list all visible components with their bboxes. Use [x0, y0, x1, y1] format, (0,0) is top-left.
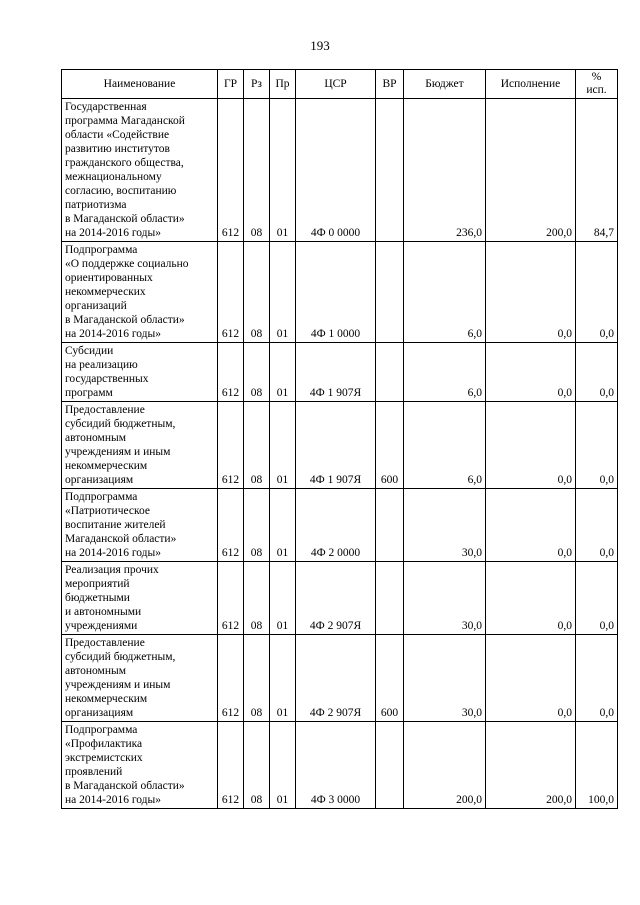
- cell-rz: 08: [244, 722, 270, 809]
- cell-budget: 236,0: [404, 99, 486, 242]
- table-row: [62, 635, 618, 722]
- header-pr: Пр: [270, 70, 296, 99]
- cell-percent: 0,0: [576, 343, 618, 402]
- header-execution: Исполнение: [486, 70, 576, 99]
- cell-percent: 100,0: [576, 722, 618, 809]
- cell-percent: 0,0: [576, 562, 618, 635]
- cell-name: Государственная программа Магаданской области «Содействие развитию институтов гражданского общества, межнациональному согласию, воспитанию патриотизма в Магаданской области» на 2014-2016 годы»: [62, 99, 218, 242]
- cell-budget: 30,0: [404, 562, 486, 635]
- cell-vr: [376, 489, 404, 562]
- cell-execution: 0,0: [486, 402, 576, 489]
- cell-execution: 0,0: [486, 343, 576, 402]
- page-number: 193: [310, 38, 330, 53]
- header-gr: ГР: [218, 70, 244, 99]
- cell-budget: 6,0: [404, 402, 486, 489]
- cell-pr: 01: [270, 722, 296, 809]
- cell-csr: 4Ф 2 907Я: [296, 635, 376, 722]
- cell-vr: 600: [376, 635, 404, 722]
- cell-execution: 0,0: [486, 489, 576, 562]
- cell-vr: [376, 242, 404, 343]
- table-body: [62, 99, 618, 809]
- table-header-row: [62, 70, 618, 99]
- cell-vr: [376, 722, 404, 809]
- cell-gr: 612: [218, 99, 244, 242]
- header-vr: ВР: [376, 70, 404, 99]
- cell-percent: 0,0: [576, 489, 618, 562]
- cell-csr: 4Ф 1 907Я: [296, 402, 376, 489]
- header-rz: Рз: [244, 70, 270, 99]
- header-csr: ЦСР: [296, 70, 376, 99]
- cell-pr: 01: [270, 635, 296, 722]
- cell-budget: 6,0: [404, 242, 486, 343]
- cell-rz: 08: [244, 99, 270, 242]
- cell-pr: 01: [270, 402, 296, 489]
- cell-pr: 01: [270, 343, 296, 402]
- cell-name: Предоставление субсидий бюджетным, автономным учреждениям и иным некоммерческим организациям: [62, 402, 218, 489]
- cell-gr: 612: [218, 343, 244, 402]
- cell-gr: 612: [218, 635, 244, 722]
- cell-budget: 200,0: [404, 722, 486, 809]
- cell-vr: [376, 343, 404, 402]
- cell-execution: 0,0: [486, 635, 576, 722]
- cell-name: Субсидии на реализацию государственных программ: [62, 343, 218, 402]
- cell-gr: 612: [218, 402, 244, 489]
- cell-pr: 01: [270, 99, 296, 242]
- table-row: [62, 489, 618, 562]
- cell-rz: 08: [244, 242, 270, 343]
- cell-gr: 612: [218, 489, 244, 562]
- table-row: [62, 343, 618, 402]
- cell-pr: 01: [270, 242, 296, 343]
- cell-budget: 30,0: [404, 635, 486, 722]
- cell-name: Предоставление субсидий бюджетным, автономным учреждениям и иным некоммерческим организациям: [62, 635, 218, 722]
- table-row: [62, 402, 618, 489]
- cell-budget: 6,0: [404, 343, 486, 402]
- cell-execution: 0,0: [486, 242, 576, 343]
- cell-pr: 01: [270, 562, 296, 635]
- cell-percent: 84,7: [576, 99, 618, 242]
- cell-csr: 4Ф 2 0000: [296, 489, 376, 562]
- table-row: [62, 722, 618, 809]
- cell-execution: 0,0: [486, 562, 576, 635]
- header-name: Наименование: [62, 70, 218, 99]
- cell-name: Реализация прочих мероприятий бюджетными и автономными учреждениями: [62, 562, 218, 635]
- budget-execution-table: [61, 69, 618, 809]
- cell-budget: 30,0: [404, 489, 486, 562]
- cell-rz: 08: [244, 562, 270, 635]
- cell-rz: 08: [244, 635, 270, 722]
- cell-csr: 4Ф 1 0000: [296, 242, 376, 343]
- table-row: [62, 99, 618, 242]
- cell-pr: 01: [270, 489, 296, 562]
- cell-name: Подпрограмма «О поддержке социально ориентированных некоммерческих организаций в Магаданской области» на 2014-2016 годы»: [62, 242, 218, 343]
- table-row: [62, 242, 618, 343]
- cell-vr: [376, 99, 404, 242]
- cell-execution: 200,0: [486, 722, 576, 809]
- cell-percent: 0,0: [576, 402, 618, 489]
- cell-rz: 08: [244, 343, 270, 402]
- table-row: [62, 562, 618, 635]
- cell-rz: 08: [244, 489, 270, 562]
- cell-name: Подпрограмма «Патриотическое воспитание жителей Магаданской области» на 2014-2016 годы»: [62, 489, 218, 562]
- cell-gr: 612: [218, 242, 244, 343]
- cell-gr: 612: [218, 722, 244, 809]
- cell-csr: 4Ф 2 907Я: [296, 562, 376, 635]
- cell-csr: 4Ф 0 0000: [296, 99, 376, 242]
- cell-csr: 4Ф 1 907Я: [296, 343, 376, 402]
- cell-name: Подпрограмма «Профилактика экстремистских проявлений в Магаданской области» на 2014-2016 годы»: [62, 722, 218, 809]
- cell-execution: 200,0: [486, 99, 576, 242]
- cell-csr: 4Ф 3 0000: [296, 722, 376, 809]
- cell-percent: 0,0: [576, 242, 618, 343]
- header-percent: % исп.: [576, 70, 618, 99]
- header-budget: Бюджет: [404, 70, 486, 99]
- cell-vr: 600: [376, 402, 404, 489]
- cell-gr: 612: [218, 562, 244, 635]
- cell-rz: 08: [244, 402, 270, 489]
- cell-percent: 0,0: [576, 635, 618, 722]
- cell-vr: [376, 562, 404, 635]
